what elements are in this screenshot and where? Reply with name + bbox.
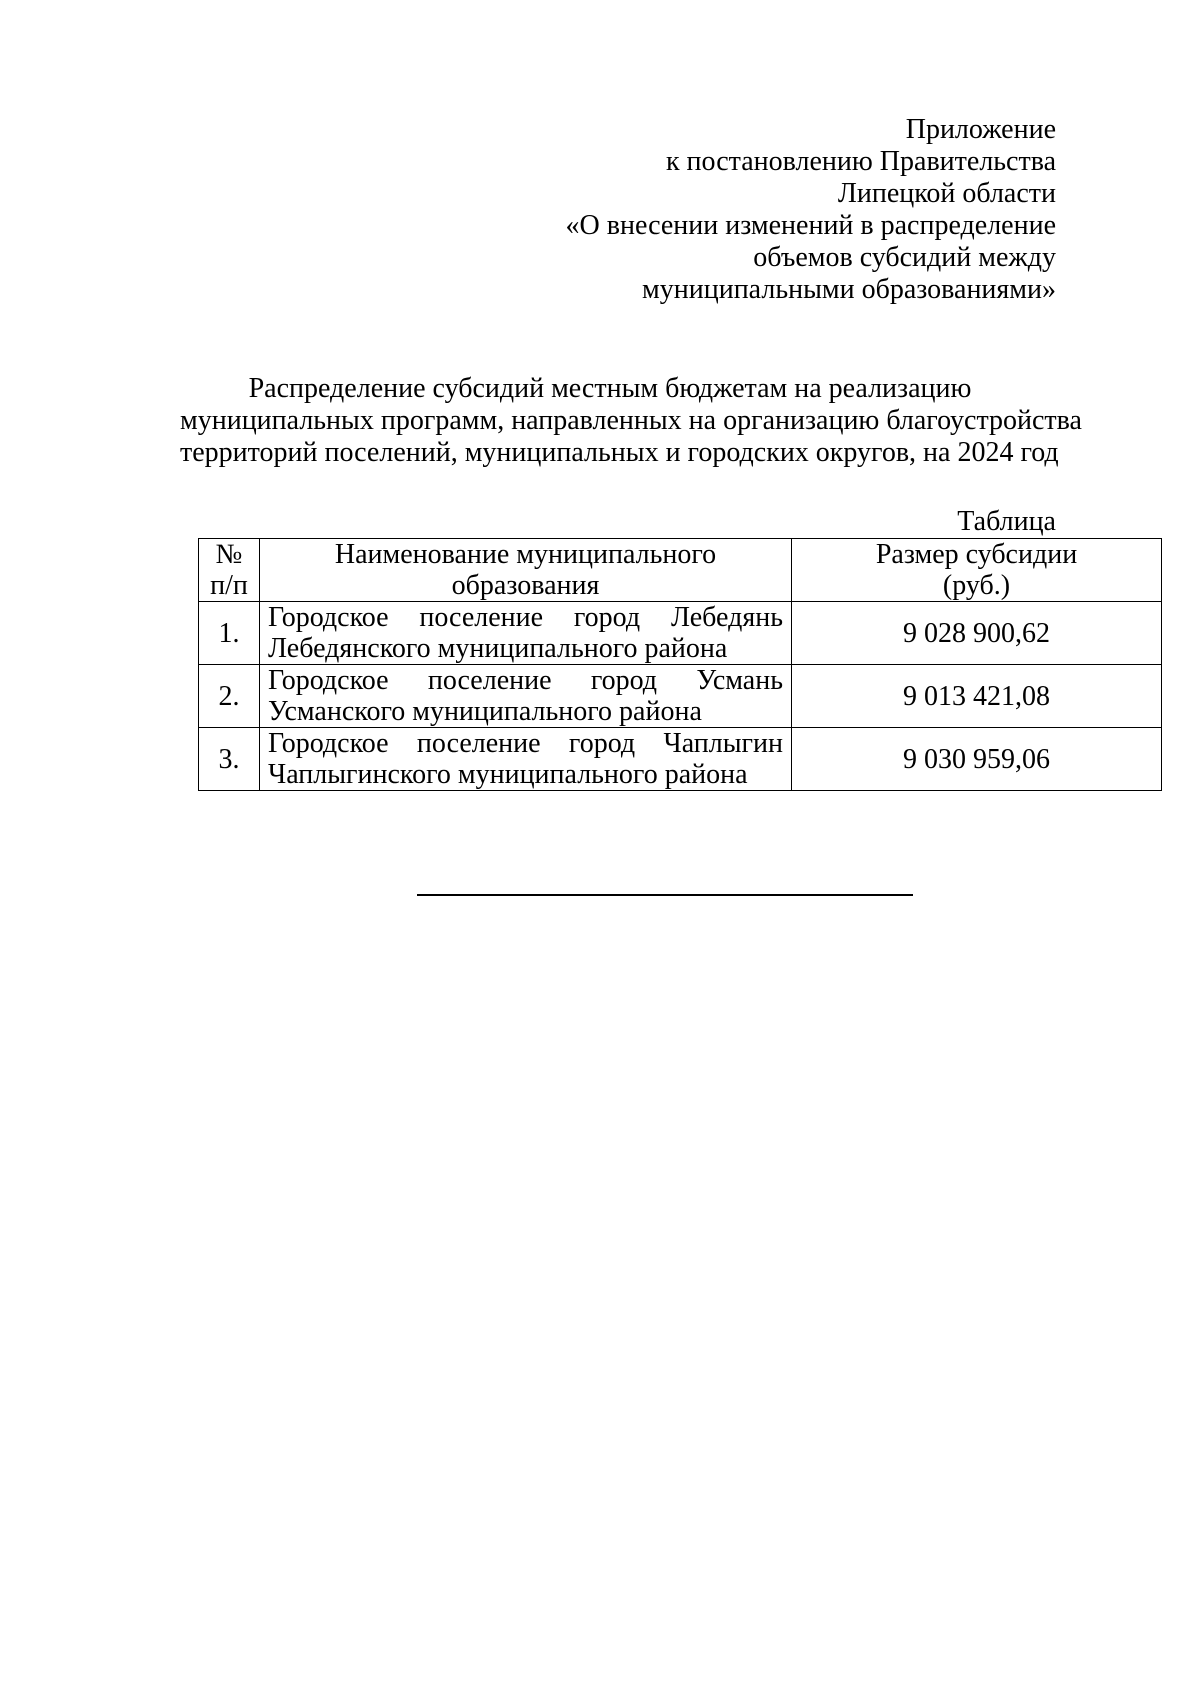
header-name-line2: образования bbox=[451, 570, 600, 601]
name-word: поселение bbox=[419, 602, 544, 633]
row-name bbox=[260, 665, 792, 728]
header-name-line1: Наименование муниципального bbox=[334, 539, 717, 570]
row-name-line2: Лебедянского муниципального района bbox=[268, 633, 728, 664]
header-number-line1: № bbox=[215, 539, 243, 570]
title-line: территорий поселений, муниципальных и городских округов, на 2024 год bbox=[180, 437, 1059, 468]
header-amount-line2: (руб.) bbox=[942, 570, 1011, 601]
name-word: Усмань bbox=[696, 665, 783, 696]
row-number: 3. bbox=[199, 728, 260, 791]
name-word: Городское bbox=[268, 665, 389, 696]
name-word: город bbox=[573, 602, 641, 633]
title-line: муниципальных программ, направленных на организацию благоустройства bbox=[180, 405, 1082, 436]
name-word: поселение bbox=[427, 665, 552, 696]
row-name-line2: Усманского муниципального района bbox=[268, 696, 702, 727]
name-word: поселение bbox=[416, 728, 541, 759]
table-label: Таблица bbox=[957, 506, 1056, 537]
closing-rule bbox=[417, 894, 913, 896]
header-amount-line1: Размер субсидии bbox=[875, 539, 1078, 570]
header-name bbox=[260, 539, 792, 602]
name-word: город bbox=[568, 728, 636, 759]
appendix-line: к постановлению Правительства bbox=[665, 146, 1056, 177]
table-row bbox=[199, 728, 1162, 791]
row-name-line1 bbox=[268, 602, 783, 633]
name-word: Городское bbox=[268, 602, 389, 633]
appendix-line: «О внесении изменений в распределение bbox=[565, 210, 1056, 241]
appendix-line: Приложение bbox=[905, 114, 1056, 145]
row-number: 2. bbox=[199, 665, 260, 728]
row-name-line2: Чаплыгинского муниципального района bbox=[268, 759, 748, 790]
row-name-line1 bbox=[268, 728, 783, 759]
header-amount bbox=[792, 539, 1162, 602]
appendix-line: Липецкой области bbox=[837, 178, 1056, 209]
header-number-line2: п/п bbox=[210, 570, 248, 601]
subsidy-table bbox=[198, 538, 1162, 791]
appendix-line: муниципальными образованиями» bbox=[642, 274, 1056, 305]
document-title bbox=[180, 373, 1082, 469]
row-name-line1 bbox=[268, 665, 783, 696]
title-line: Распределение субсидий местным бюджетам на реализацию bbox=[248, 373, 972, 404]
table-header-row bbox=[199, 539, 1162, 602]
table-row bbox=[199, 665, 1162, 728]
name-word: Лебедянь bbox=[670, 602, 783, 633]
row-number: 1. bbox=[199, 602, 260, 665]
row-amount: 9 013 421,08 bbox=[792, 665, 1162, 728]
header-number bbox=[199, 539, 260, 602]
table-row bbox=[199, 602, 1162, 665]
name-word: Городское bbox=[268, 728, 389, 759]
row-amount: 9 030 959,06 bbox=[792, 728, 1162, 791]
appendix-block bbox=[566, 114, 1056, 306]
name-word: Чаплыгин bbox=[663, 728, 783, 759]
name-word: город bbox=[590, 665, 658, 696]
row-amount: 9 028 900,62 bbox=[792, 602, 1162, 665]
row-name bbox=[260, 602, 792, 665]
appendix-line: объемов субсидий между bbox=[753, 242, 1056, 273]
row-name bbox=[260, 728, 792, 791]
